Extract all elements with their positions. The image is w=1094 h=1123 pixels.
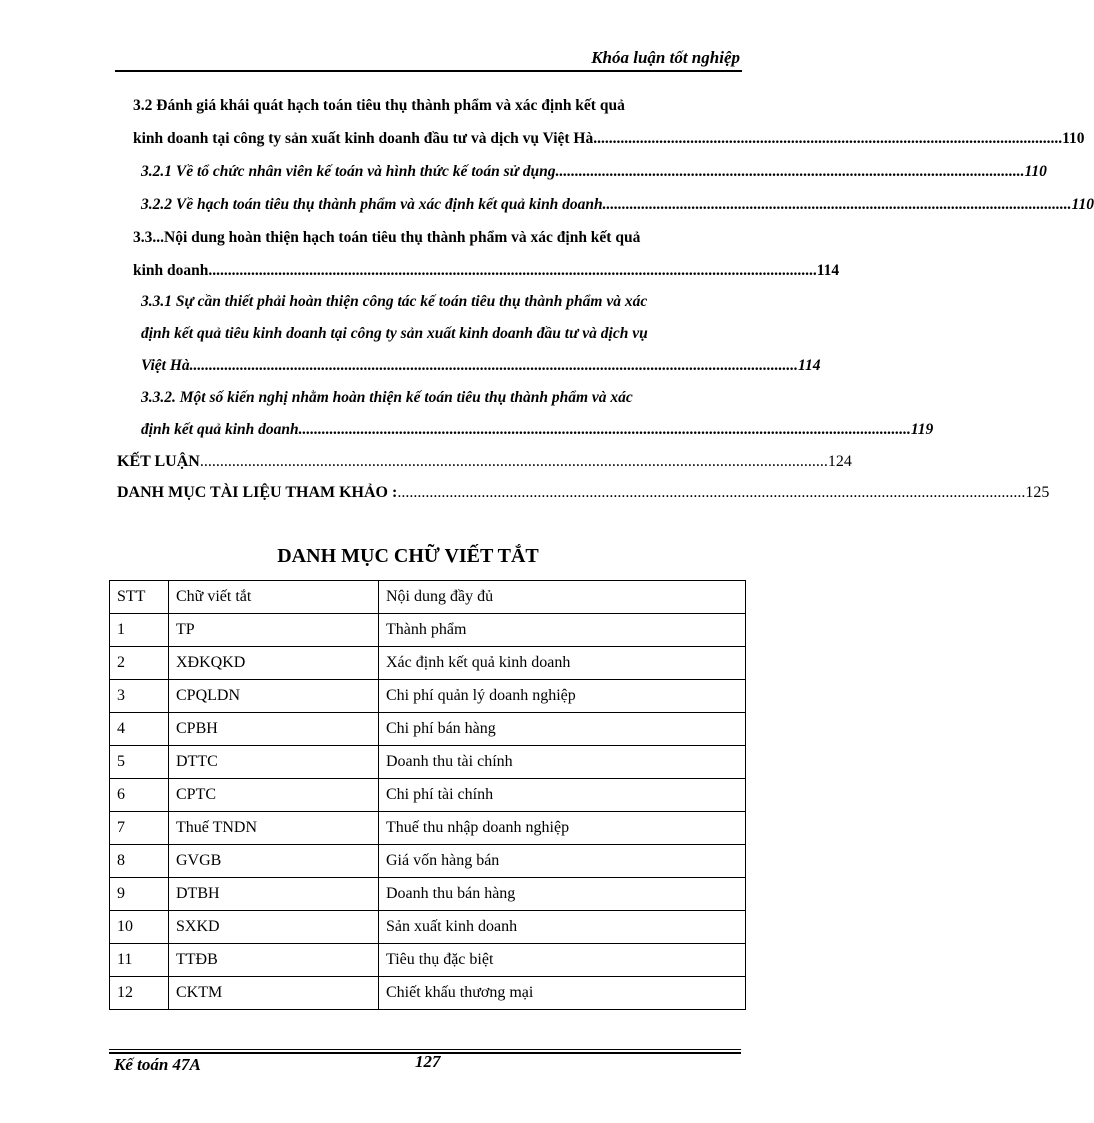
table-cell-full: Sản xuất kinh doanh xyxy=(379,911,746,944)
table-header-row xyxy=(110,581,746,614)
table-cell-abbr: DTTC xyxy=(169,746,379,779)
toc-entry-text: 3.2.2 Về hạch toán tiêu thụ thành phẩm và xác định kết quả kinh doanh xyxy=(141,196,603,213)
header-rule xyxy=(115,70,742,72)
toc-page-number: 110 xyxy=(1024,163,1047,180)
dot-leader: ............................................................................................................................................................. xyxy=(208,262,817,279)
toc-entry xyxy=(117,483,1050,503)
table-cell-stt: 10 xyxy=(110,911,169,944)
table-cell-full: Giá vốn hàng bán xyxy=(379,845,746,878)
table-cell-abbr: CPQLDN xyxy=(169,680,379,713)
table-cell-stt: 8 xyxy=(110,845,169,878)
dot-leader: ......................................................................................................................... xyxy=(555,163,1025,180)
toc-page-number: 114 xyxy=(816,262,840,279)
toc-entry-text: 3.3...Nội dung hoàn thiện hạch toán tiêu thụ thành phẩm và xác định kết quả xyxy=(133,229,641,246)
table-row xyxy=(110,845,746,878)
table-header-cell: STT xyxy=(110,581,169,614)
toc-entry-text: định kết quả kinh doanh. xyxy=(141,421,303,438)
toc-entry-text: định kết quả tiêu kinh doanh tại công ty sản xuất kinh doanh đầu tư và dịch vụ xyxy=(141,325,648,342)
footer-rule xyxy=(109,1049,741,1050)
table-cell-abbr: SXKD xyxy=(169,911,379,944)
toc-entry xyxy=(141,195,1094,215)
toc-entry xyxy=(141,324,648,344)
toc-entry xyxy=(117,452,852,472)
abbreviation-table xyxy=(109,580,746,1010)
table-cell-abbr: CKTM xyxy=(169,977,379,1010)
table-cell-stt: 7 xyxy=(110,812,169,845)
dot-leader: ............................................................................................................................................................. xyxy=(302,421,911,438)
table-header-cell: Chữ viết tắt xyxy=(169,581,379,614)
toc-page-number: 124 xyxy=(827,453,852,470)
table-cell-stt: 11 xyxy=(110,944,169,977)
dot-leader: ............................................................................................................................................................. xyxy=(189,357,799,374)
toc-entry xyxy=(141,420,934,440)
table-row xyxy=(110,713,746,746)
toc-entry-text: kinh doanh xyxy=(133,262,209,279)
toc-page-number: 110 xyxy=(1071,196,1094,213)
table-row xyxy=(110,812,746,845)
toc-entry xyxy=(141,356,821,376)
table-cell-stt: 3 xyxy=(110,680,169,713)
table-cell-abbr: XĐKQKD xyxy=(169,647,379,680)
table-cell-abbr: Thuế TNDN xyxy=(169,812,379,845)
toc-entry xyxy=(133,96,625,116)
table-row xyxy=(110,944,746,977)
toc-entry-text: 3.2.1 Về tổ chức nhân viên kế toán và hình thức kế toán sử dụng xyxy=(141,163,556,180)
table-row xyxy=(110,779,746,812)
table-cell-stt: 9 xyxy=(110,878,169,911)
table-row xyxy=(110,647,746,680)
toc-entry-text: kinh doanh tại công ty sản xuất kinh doanh đầu tư và dịch vụ Việt Hà xyxy=(133,130,594,147)
table-cell-abbr: TTĐB xyxy=(169,944,379,977)
table-row xyxy=(110,614,746,647)
table-cell-abbr: CPBH xyxy=(169,713,379,746)
table-cell-full: Chi phí tài chính xyxy=(379,779,746,812)
table-cell-full: Chi phí bán hàng xyxy=(379,713,746,746)
table-cell-stt: 4 xyxy=(110,713,169,746)
table-row xyxy=(110,746,746,779)
toc-page-number: 119 xyxy=(910,421,934,438)
table-cell-abbr: GVGB xyxy=(169,845,379,878)
table-cell-abbr: DTBH xyxy=(169,878,379,911)
table-cell-abbr: TP xyxy=(169,614,379,647)
table-cell-stt: 2 xyxy=(110,647,169,680)
toc-entry-text: Việt Hà xyxy=(141,357,190,374)
table-cell-stt: 1 xyxy=(110,614,169,647)
table-cell-stt: 12 xyxy=(110,977,169,1010)
table-cell-full: Chiết khấu thương mại xyxy=(379,977,746,1010)
page-number: 127 xyxy=(415,1052,441,1071)
toc-entry-text: DANH MỤC TÀI LIỆU THAM KHẢO : xyxy=(117,484,398,501)
table-cell-stt: 5 xyxy=(110,746,169,779)
dot-leader: ......................................................................................................................... xyxy=(593,130,1063,147)
toc-entry xyxy=(133,129,1085,149)
abbreviation-section-title: DANH MỤC CHỮ VIẾT TẮT xyxy=(277,545,539,567)
toc-entry-text: 3.3.2. Một số kiến nghị nhằm hoàn thiện kế toán tiêu thụ thành phẩm và xác xyxy=(141,389,633,406)
table-cell-full: Thuế thu nhập doanh nghiệp xyxy=(379,812,746,845)
table-cell-full: Xác định kết quả kinh doanh xyxy=(379,647,746,680)
table-row xyxy=(110,911,746,944)
table-row xyxy=(110,878,746,911)
table-cell-stt: 6 xyxy=(110,779,169,812)
toc-page-number: 125 xyxy=(1025,484,1050,501)
toc-entry xyxy=(133,261,840,281)
table-row xyxy=(110,977,746,1010)
toc-entry xyxy=(141,388,633,408)
toc-entry-text: 3.3.1 Sự cần thiết phải hoàn thiện công tác kế toán tiêu thụ thành phẩm và xác xyxy=(141,293,648,310)
table-cell-full: Doanh thu tài chính xyxy=(379,746,746,779)
toc-page-number: 110 xyxy=(1062,130,1085,147)
toc-entry xyxy=(141,162,1047,182)
dot-leader: ............................................................................................................................................................. xyxy=(199,453,828,470)
table-cell-abbr: CPTC xyxy=(169,779,379,812)
dot-leader: ............................................................................................................................................................. xyxy=(397,484,1026,501)
toc-entry-text: KẾT LUẬN xyxy=(117,453,200,470)
table-cell-full: Tiêu thụ đặc biệt xyxy=(379,944,746,977)
footer-course-label: Kế toán 47A xyxy=(114,1055,201,1074)
toc-entry xyxy=(141,292,647,312)
table-cell-full: Thành phẩm xyxy=(379,614,746,647)
toc-entry xyxy=(133,228,640,248)
dot-leader: ......................................................................................................................... xyxy=(602,196,1072,213)
header-title: Khóa luận tốt nghiệp xyxy=(591,48,740,67)
toc-entry-text: 3.2 Đánh giá khái quát hạch toán tiêu thụ thành phẩm và xác định kết quả xyxy=(133,97,625,114)
table-header-cell: Nội dung đầy đủ xyxy=(379,581,746,614)
toc-page-number: 114 xyxy=(798,357,821,374)
table-cell-full: Doanh thu bán hàng xyxy=(379,878,746,911)
table-cell-full: Chi phí quản lý doanh nghiệp xyxy=(379,680,746,713)
table-row xyxy=(110,680,746,713)
